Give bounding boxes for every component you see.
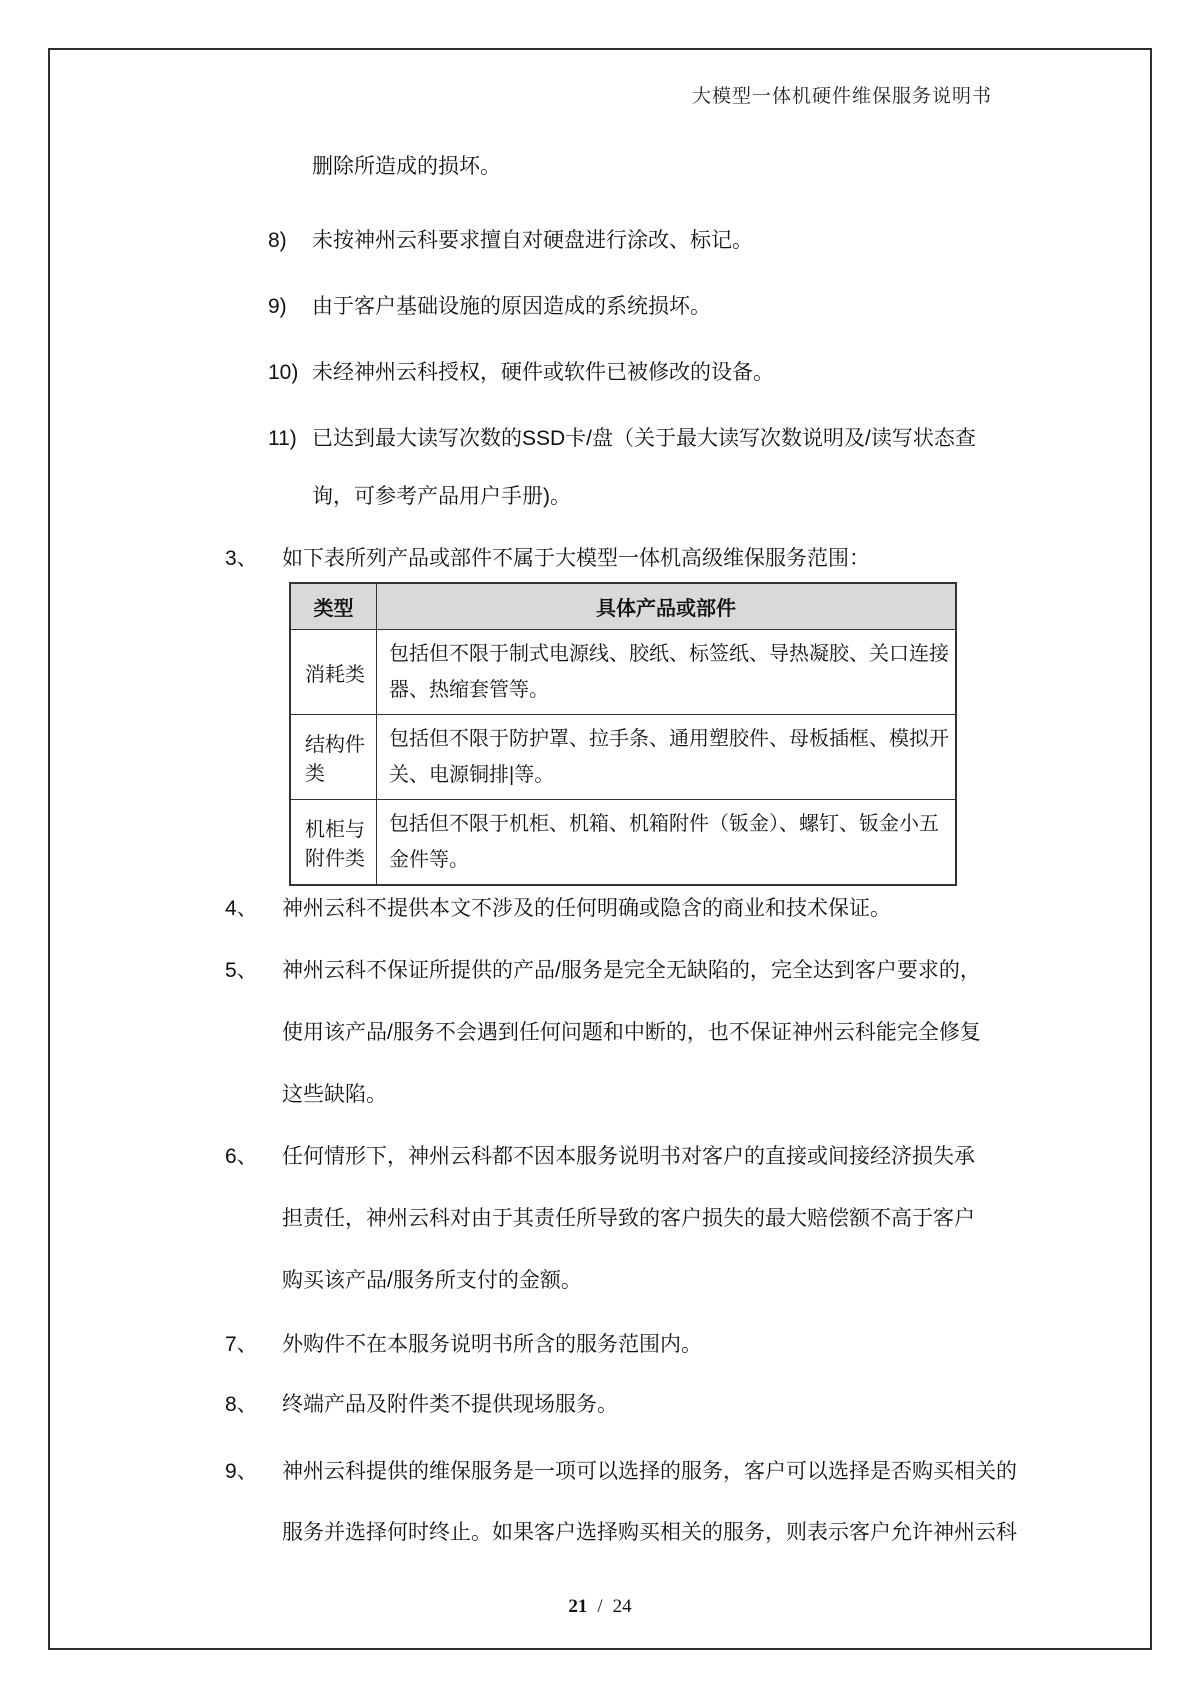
list-item-10p	[50, 358, 1150, 388]
table-cell-line: 包括但不限于防护罩、拉手条、通用塑胶件、母板插框、模拟开	[389, 728, 949, 750]
list-item-11p	[50, 424, 1150, 454]
list-item-number: 9、	[225, 1460, 258, 1483]
table-cell-description	[377, 800, 957, 886]
list-item-text: 神州云科不保证所提供的产品/服务是完全无缺陷的，完全达到客户要求的，	[282, 959, 981, 982]
list-item-text: 未经神州云科授权，硬件或软件已被修改的设备。	[312, 361, 774, 384]
list-item-4	[50, 894, 1150, 924]
exclusion-table	[289, 582, 957, 886]
list-item-number: 11)	[268, 427, 297, 450]
page-header	[50, 86, 1150, 108]
table-cell-line: 金件等。	[389, 849, 469, 871]
table-cell-line: 器、热缩套管等。	[389, 679, 549, 701]
table-cell-line: 包括但不限于制式电源线、胶纸、标签纸、导热凝胶、关口连接	[389, 643, 949, 665]
list-item-text: 神州云科提供的维保服务是一项可以选择的服务，客户可以选择是否购买相关的	[282, 1460, 1017, 1483]
list-item-number: 10)	[268, 361, 299, 384]
table-cell-description	[377, 630, 957, 715]
list-item-8	[50, 1390, 1150, 1420]
list-item-number: 5、	[225, 959, 258, 982]
list-item-text: 神州云科不提供本文不涉及的任何明确或隐含的商业和技术保证。	[282, 897, 891, 920]
table-cell-type: 机柜与附件类	[290, 800, 377, 886]
table-cell-description	[377, 715, 957, 800]
list-item-11p-continuation: 询，可参考产品用户手册)。	[312, 485, 571, 508]
carryover-line: 删除所造成的损坏。	[312, 155, 501, 178]
doc-title: 大模型一体机硬件维保服务说明书	[691, 86, 992, 107]
list-item-text: 已达到最大读写次数的SSD卡/盘（关于最大读写次数说明及/读写状态查	[312, 427, 976, 450]
list-item-text: 任何情形下，神州云科都不因本服务说明书对客户的直接或间接经济损失承	[282, 1145, 975, 1168]
table-header-type: 类型	[290, 583, 377, 630]
table-row-consumables	[290, 630, 956, 715]
list-item-5	[50, 956, 1150, 986]
page-number: 21	[568, 1596, 588, 1617]
table-header-row	[290, 583, 956, 630]
list-item-text: 终端产品及附件类不提供现场服务。	[282, 1393, 618, 1416]
table-row-structural	[290, 715, 956, 800]
list-item-8p	[50, 226, 1150, 256]
table-header-products: 具体产品或部件	[377, 583, 957, 630]
table-cell-line: 包括但不限于机柜、机箱、机箱附件（钣金）、螺钉、钣金小五	[389, 813, 939, 835]
page-frame	[48, 48, 1152, 1650]
list-item-text: 外购件不在本服务说明书所含的服务范围内。	[282, 1333, 702, 1356]
list-item-number: 9)	[268, 295, 287, 318]
table-row-cabinet	[290, 800, 956, 886]
list-item-text: 未按神州云科要求擅自对硬盘进行涂改、标记。	[312, 229, 753, 252]
list-item-number: 7、	[225, 1333, 258, 1356]
table-cell-line: 关、电源铜排|等。	[389, 764, 555, 786]
page-count: 24	[612, 1596, 632, 1617]
list-item-5-continuation: 使用该产品/服务不会遇到任何问题和中断的，也不保证神州云科能完全修复	[282, 1021, 981, 1044]
list-item-7	[50, 1330, 1150, 1360]
list-item-6-continuation: 担责任，神州云科对由于其责任所导致的客户损失的最大赔偿额不高于客户	[282, 1207, 975, 1230]
list-item-5-continuation: 这些缺陷。	[282, 1083, 387, 1106]
list-item-9-continuation: 服务并选择何时终止。如果客户选择购买相关的服务，则表示客户允许神州云科	[282, 1521, 1017, 1544]
page-number-separator: /	[597, 1596, 603, 1617]
table-cell-type: 消耗类	[290, 630, 377, 715]
page-footer	[50, 1596, 1150, 1618]
list-item-number: 8、	[225, 1393, 258, 1416]
list-item-number: 4、	[225, 897, 258, 920]
list-item-6-continuation: 购买该产品/服务所支付的金额。	[282, 1269, 582, 1292]
list-item-6	[50, 1142, 1150, 1172]
list-item-number: 8)	[268, 229, 287, 252]
list-item-9p	[50, 292, 1150, 322]
list-item-3	[50, 544, 1150, 574]
list-item-9	[50, 1457, 1150, 1487]
list-item-number: 3、	[225, 547, 258, 570]
list-item-text: 如下表所列产品或部件不属于大模型一体机高级维保服务范围：	[282, 547, 870, 570]
table-cell-type: 结构件类	[290, 715, 377, 800]
list-item-text: 由于客户基础设施的原因造成的系统损坏。	[312, 295, 711, 318]
list-item-number: 6、	[225, 1145, 258, 1168]
